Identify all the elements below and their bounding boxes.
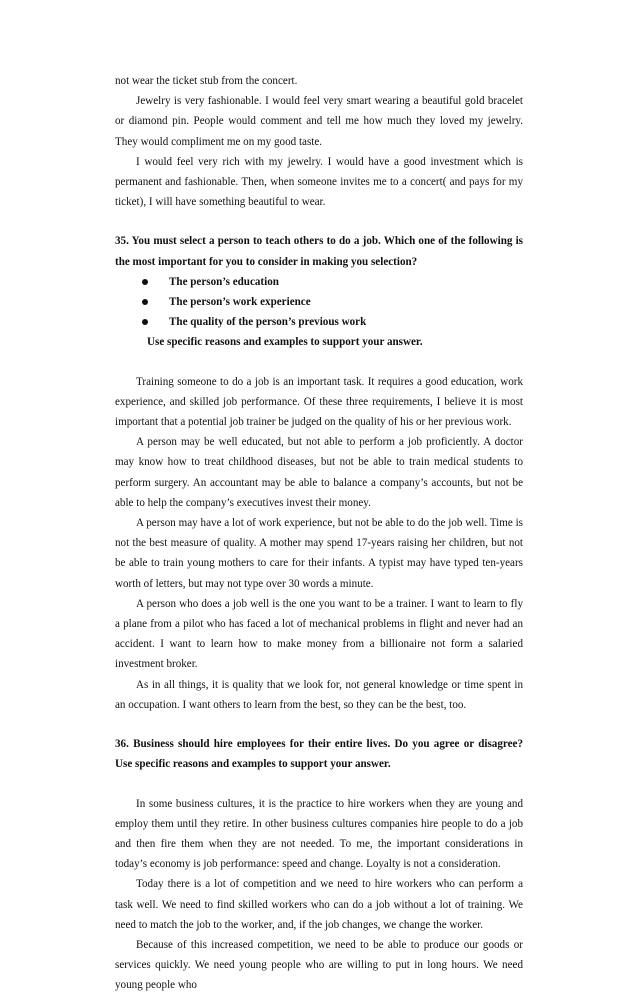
spacer [115,353,523,372]
bullet-icon [142,279,148,285]
spacer [115,775,523,794]
answer-paragraph: As in all things, it is quality that we look for, not general knowledge or time spent in an occupation. I want others to learn from the best, so they can be the best, too. [115,678,523,711]
paragraph: not wear the ticket stub from the concert. [115,75,298,87]
question-title: 35. You must select a person to teach others to do a job. Which one of the following is the most important for you to consider in making you selection? [115,235,523,268]
question-instruction: Use specific reasons and examples to support your answer. [147,336,423,349]
paragraph: Jewelry is very fashionable. I would feel very smart wearing a beautiful gold bracelet or diamond pin. People would comment and tell me how much they loved my jewelry. They would compliment me on my good taste. [115,95,523,148]
spacer [115,715,523,734]
question-35 [115,231,523,715]
answer-paragraph: A person may have a lot of work experience, but not be able to do the job well. Time is not the best measure of quality. A mother may spend 17-years raising her children, but not be able to train young mothers to care for their infants. A typist may have typed ten-years worth of letters, but may not type over 30 words a minute. [115,517,523,590]
option-item: The person’s education [115,272,523,292]
bullet-icon [142,299,148,305]
spacer [115,212,523,231]
option-item: The person’s work experience [115,292,523,312]
answer-paragraph: A person may be well educated, but not able to perform a job proficiently. A doctor may know how to treat childhood diseases, but not be able to train medical students to perform surgery. An accountant may be able to balance a company’s accounts, but not be able to help the company’s executives invest their money. [115,436,523,509]
bullet-icon [142,319,148,325]
answer-paragraph: In some business cultures, it is the practice to hire workers when they are young and employ them until they retire. In other business cultures companies hire people to do a job and then fire them when they are not needed. To me, the important considerations in today’s economy is job performance: speed and change. Loyalty is not a consideration. [115,797,523,871]
question-title: 36. Business should hire employees for their entire lives. Do you agree or disagree? Use specific reasons and examples to support your answer. [115,738,523,771]
paragraph: I would feel very rich with my jewelry. I would have a good investment which is permanent and fashionable. Then, when someone invites me to a concert( and pays for my ticket), I will have something beautiful to wear. [115,155,523,209]
answer-paragraph: Because of this increased competition, we need to be able to produce our goods or services quickly. We need young people who are willing to put in long hours. We need young people who [115,938,523,992]
option-list [115,272,523,333]
question-36 [115,734,523,995]
option-item: The quality of the person’s previous work [115,312,523,332]
answer-paragraph: Today there is a lot of competition and we need to hire workers who can perform a task well. We need to find skilled workers who can do a job without a lot of training. We need to match the job to the worker, and, if the job changes, we change the worker. [115,878,523,931]
answer-paragraph: Training someone to do a job is an important task. It requires a good education, work experience, and skilled job performance. Of these three requirements, I believe it is most important that a potential job trainer be judged on the quality of his or her previous work. [115,375,523,429]
answer-paragraph: A person who does a job well is the one you want to be a trainer. I want to learn to fly a plane from a pilot who has faced a lot of mechanical problems in flight and never had an accident. I want to learn how to make money from a billionaire not form a salaried investment broker. [115,597,523,671]
